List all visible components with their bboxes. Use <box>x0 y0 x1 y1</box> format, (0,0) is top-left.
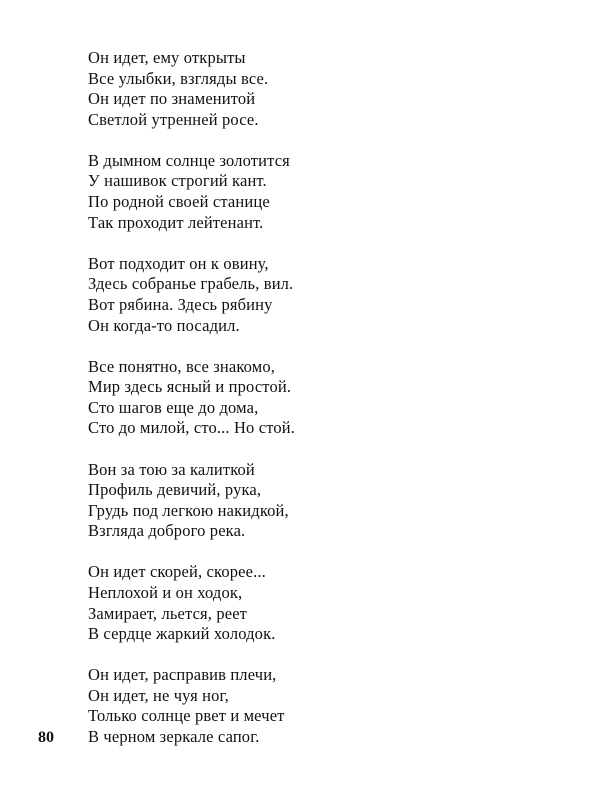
poem-line: Все понятно, все знакомо, <box>88 356 276 376</box>
poem-line: Он идет, ему открыты <box>88 48 246 67</box>
stanza-7 <box>88 665 568 747</box>
poem-line: Все улыбки, взгляды все. <box>88 68 269 88</box>
poem-line: Он когда-то посадил. <box>88 315 240 335</box>
page-number: 80 <box>38 729 54 746</box>
poem-line: Он идет, расправив плечи, <box>88 665 277 685</box>
poem-line: Он идет, не чуя ног, <box>88 685 229 705</box>
poem-line: Грудь под легкою накидкой, <box>88 500 289 520</box>
poem-line: Сто шагов еще до дома, <box>88 397 259 417</box>
poem-line: Здесь собранье грабель, вил. <box>88 274 294 294</box>
poem-line: Только солнце рвет и мечет <box>88 706 285 726</box>
poem-line: Вот подходит он к овину, <box>88 253 269 273</box>
stanza-1 <box>88 48 568 130</box>
stanza-3 <box>88 254 568 336</box>
poem-line: Замирает, льется, реет <box>88 603 248 623</box>
poem-line: Профиль девичий, рука, <box>88 480 262 500</box>
poem-line: Так проходит лейтенант. <box>88 212 264 232</box>
stanza-4 <box>88 357 568 439</box>
poem-line: Он идет по знаменитой <box>88 89 256 109</box>
stanza-5 <box>88 460 568 542</box>
poem-line: Вот рябина. Здесь рябину <box>88 294 273 314</box>
poem-line: У нашивок строгий кант. <box>88 171 267 191</box>
poem-line: Сто до милой, сто... Но стой. <box>88 418 295 438</box>
poem-line: Светлой утренней росе. <box>88 109 259 129</box>
poem-line: В сердце жаркий холодок. <box>88 624 276 644</box>
poem <box>88 48 568 768</box>
stanza-2 <box>88 151 568 233</box>
poem-line: Неплохой и он ходок, <box>88 582 243 602</box>
poem-line: Он идет скорей, скорее... <box>88 562 266 582</box>
poem-line: Вон за тою за калиткой <box>88 459 255 479</box>
poem-line: В черном зеркале сапог. <box>88 727 260 747</box>
poem-line: По родной своей станице <box>88 192 270 212</box>
stanza-6 <box>88 562 568 644</box>
poem-line: Мир здесь ясный и простой. <box>88 377 292 397</box>
poem-line: В дымном солнце золотится <box>88 150 290 170</box>
poem-line: Взгляда доброго река. <box>88 521 246 541</box>
